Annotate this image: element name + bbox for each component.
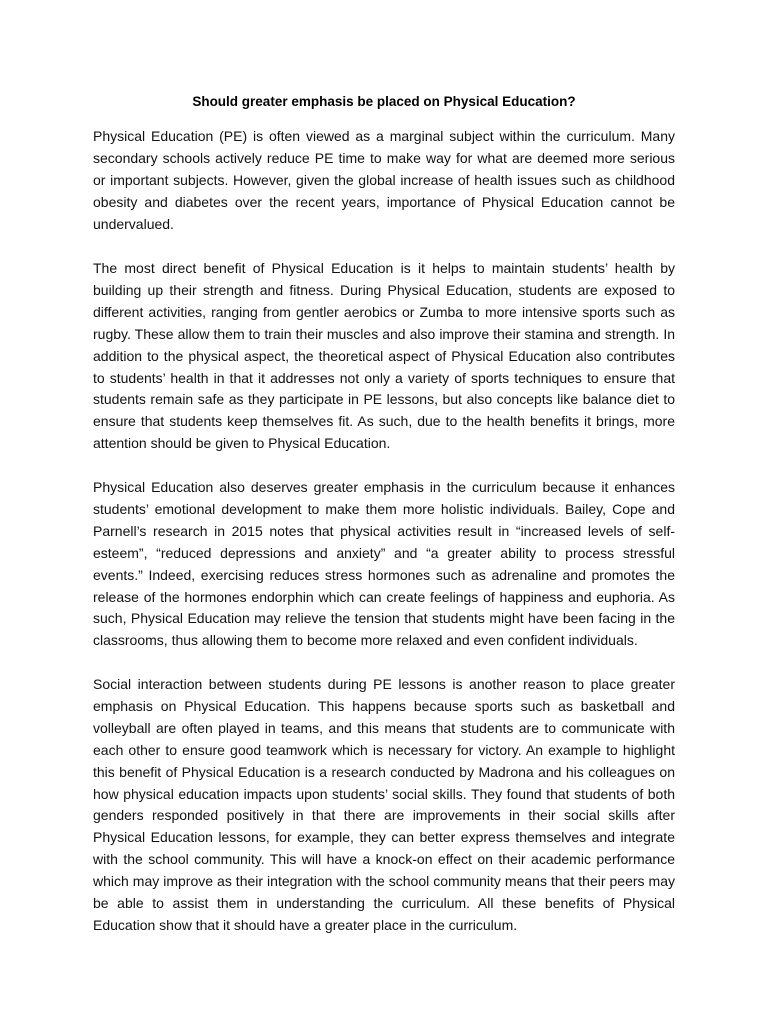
paragraph-introduction: Physical Education (PE) is often viewed as a marginal subject within the curriculum. Many secondary schools actively reduce PE time to make way for what are deemed more serious or important subjects. However, given the global increase of health issues such as childhood obesity and diabetes over the recent years, importance of Physical Education cannot be undervalued. [93,128,675,232]
paragraph-health-benefit: The most direct benefit of Physical Education is it helps to maintain students’ health by building up their strength and fitness. During Physical Education, students are exposed to different activities, ranging from gentler aerobics or Zumba to more intensive sports such as rugby. These allow them to train their muscles and also improve their stamina and strength. In addition to the physical aspect, the theoretical aspect of Physical Education also contributes to students’ health in that it addresses not only a variety of sports techniques to ensure that students remain safe as they participate in PE lessons, but also concepts like balance diet to ensure that students keep themselves fit. As such, due to the health benefits it brings, more attention should be given to Physical Education. [93,260,675,452]
paragraph-emotional-development: Physical Education also deserves greater emphasis in the curriculum because it enhances students’ emotional development to make them more holistic individuals. Bailey, Cope and Parnell’s research in 2015 notes that physical activities result in “increased levels of self-esteem”, “reduced depressions and anxiety” and “a greater ability to process stressful events.” Indeed, exercising reduces stress hormones such as adrenaline and promotes the release of the hormones endorphin which can create feelings of happiness and euphoria. As such, Physical Education may relieve the tension that students might have been facing in the classrooms, thus allowing them to become more relaxed and even confident individuals. [93,479,675,649]
document-title: Should greater emphasis be placed on Physical Education? [192,94,576,109]
paragraph-social-interaction: Social interaction between students during PE lessons is another reason to place greater emphasis on Physical Education. This happens because sports such as basketball and volleyball are often played in teams, and this means that students are to communicate with each other to ensure good teamwork which is necessary for victory. An example to highlight this benefit of Physical Education is a research conducted by Madrona and his colleagues on how physical education impacts upon students’ social skills. They found that students of both genders responded positively in that there are improvements in their social skills after Physical Education lessons, for example, they can better express themselves and integrate with the school community. This will have a knock-on effect on their academic performance which may improve as their integration with the school community means that their peers may be able to assist them in understanding the curriculum. All these benefits of Physical Education show that it should have a greater place in the curriculum. [93,676,675,933]
